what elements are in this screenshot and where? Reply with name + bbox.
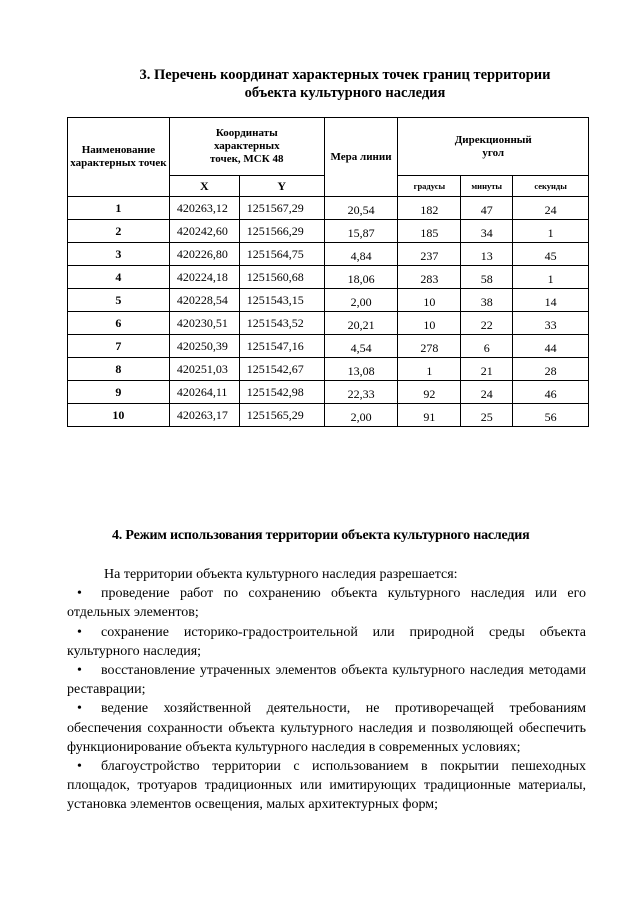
cell-x: 420250,39 [169,335,239,358]
cell-y: 1251543,15 [239,289,324,312]
cell-degrees: 278 [398,335,461,358]
cell-degrees: 283 [398,266,461,289]
cell-x: 420264,11 [169,381,239,404]
cell-point-number: 10 [68,404,170,427]
cell-y: 1251567,29 [239,197,324,220]
cell-x: 420226,80 [169,243,239,266]
cell-x: 420263,17 [169,404,239,427]
header-coordinates [169,118,324,176]
cell-y: 1251565,29 [239,404,324,427]
cell-seconds: 46 [513,381,589,404]
cell-line-length: 20,21 [324,312,398,335]
cell-point-number: 1 [68,197,170,220]
cell-line-length: 15,87 [324,220,398,243]
cell-minutes: 24 [461,381,513,404]
list-item [67,699,586,757]
cell-minutes: 25 [461,404,513,427]
cell-minutes: 13 [461,243,513,266]
header-x: X [169,176,239,197]
header-seconds: секунды [513,176,589,197]
cell-minutes: 34 [461,220,513,243]
cell-point-number: 8 [68,358,170,381]
list-item-text: восстановление утраченных элементов объекта культурного наследия методами реставрации; [67,663,586,698]
header-coordinates-line-1: Координаты [215,127,278,139]
list-item [67,661,586,699]
cell-line-length: 22,33 [324,381,398,404]
list-item-text: ведение хозяйственной деятельности, не противоречащей требованиям обеспечения сохранности объекта культурного наследия и позволяющей обеспечить функционирование объекта культурного наследия в современных условиях; [67,701,586,755]
cell-degrees: 1 [398,358,461,381]
table-row [68,312,589,335]
cell-x: 420251,03 [169,358,239,381]
header-line-measure: Мера линии [324,118,398,197]
cell-degrees: 237 [398,243,461,266]
cell-line-length: 4,84 [324,243,398,266]
cell-minutes: 21 [461,358,513,381]
section-3-title-line-1: 3. Перечень координат характерных точек границ территории [139,67,551,83]
cell-seconds: 44 [513,335,589,358]
cell-minutes: 47 [461,197,513,220]
table-row [68,381,589,404]
cell-degrees: 10 [398,312,461,335]
bullet-icon: • [77,759,82,775]
header-minutes: минуты [461,176,513,197]
coordinates-table [67,117,589,427]
cell-line-length: 2,00 [324,289,398,312]
table-row [68,335,589,358]
header-degrees: градусы [398,176,461,197]
cell-point-number: 2 [68,220,170,243]
cell-y: 1251564,75 [239,243,324,266]
cell-degrees: 10 [398,289,461,312]
cell-degrees: 182 [398,197,461,220]
cell-x: 420230,51 [169,312,239,335]
bullet-icon: • [77,586,82,602]
cell-seconds: 33 [513,312,589,335]
cell-y: 1251547,16 [239,335,324,358]
cell-line-length: 13,08 [324,358,398,381]
cell-point-number: 3 [68,243,170,266]
section-3-title [90,66,600,102]
header-direction-angle-line-1: Дирекционный [454,133,532,146]
cell-y: 1251566,29 [239,220,324,243]
list-item-text: сохранение историко-градостроительной или природной среды объекта культурного наследия; [67,624,586,659]
list-item-text: благоустройство территории с использованием в покрытии пешеходных площадок, тротуаров традиционных или имитирующих традиционные материалы, установка элементов освещения, малых архитектурных форм; [67,759,586,813]
cell-y: 1251542,98 [239,381,324,404]
cell-minutes: 6 [461,335,513,358]
bullet-icon: • [77,624,82,640]
cell-minutes: 22 [461,312,513,335]
cell-seconds: 1 [513,220,589,243]
cell-line-length: 18,06 [324,266,398,289]
header-direction-angle-line-2: угол [482,146,505,159]
list-item [67,623,586,661]
header-y: Y [239,176,324,197]
cell-seconds: 14 [513,289,589,312]
cell-line-length: 4,54 [324,335,398,358]
cell-seconds: 56 [513,404,589,427]
cell-seconds: 24 [513,197,589,220]
section-4-body [67,565,586,815]
cell-point-number: 5 [68,289,170,312]
cell-seconds: 1 [513,266,589,289]
header-coordinates-line-3: точек, МСК 48 [210,153,284,165]
cell-x: 420263,12 [169,197,239,220]
header-direction-angle [398,118,589,176]
table-row [68,404,589,427]
cell-x: 420242,60 [169,220,239,243]
cell-seconds: 45 [513,243,589,266]
section-4-intro: На территории объекта культурного наследия разрешается: [104,567,458,582]
cell-line-length: 2,00 [324,404,398,427]
table-row [68,243,589,266]
bullet-icon: • [77,663,82,679]
table-row [68,197,589,220]
cell-point-number: 6 [68,312,170,335]
section-4-title: 4. Режим использования территории объекта культурного наследия [112,528,530,543]
cell-line-length: 20,54 [324,197,398,220]
header-coordinates-line-2: характерных [213,140,280,152]
table-row [68,358,589,381]
header-point-name: Наименование характерных точек [68,118,170,197]
cell-y: 1251542,67 [239,358,324,381]
table-row [68,220,589,243]
cell-degrees: 92 [398,381,461,404]
list-item-text: проведение работ по сохранению объекта культурного наследия или его отдельных элементов; [67,586,586,621]
cell-x: 420224,18 [169,266,239,289]
cell-y: 1251560,68 [239,266,324,289]
cell-point-number: 4 [68,266,170,289]
cell-y: 1251543,52 [239,312,324,335]
cell-degrees: 185 [398,220,461,243]
cell-seconds: 28 [513,358,589,381]
section-3-title-line-2: объекта культурного наследия [244,85,446,101]
cell-minutes: 58 [461,266,513,289]
bullet-icon: • [77,701,82,717]
cell-point-number: 9 [68,381,170,404]
list-item [67,757,586,815]
cell-degrees: 91 [398,404,461,427]
table-row [68,266,589,289]
cell-minutes: 38 [461,289,513,312]
list-item [67,584,586,622]
cell-x: 420228,54 [169,289,239,312]
table-row [68,289,589,312]
cell-point-number: 7 [68,335,170,358]
